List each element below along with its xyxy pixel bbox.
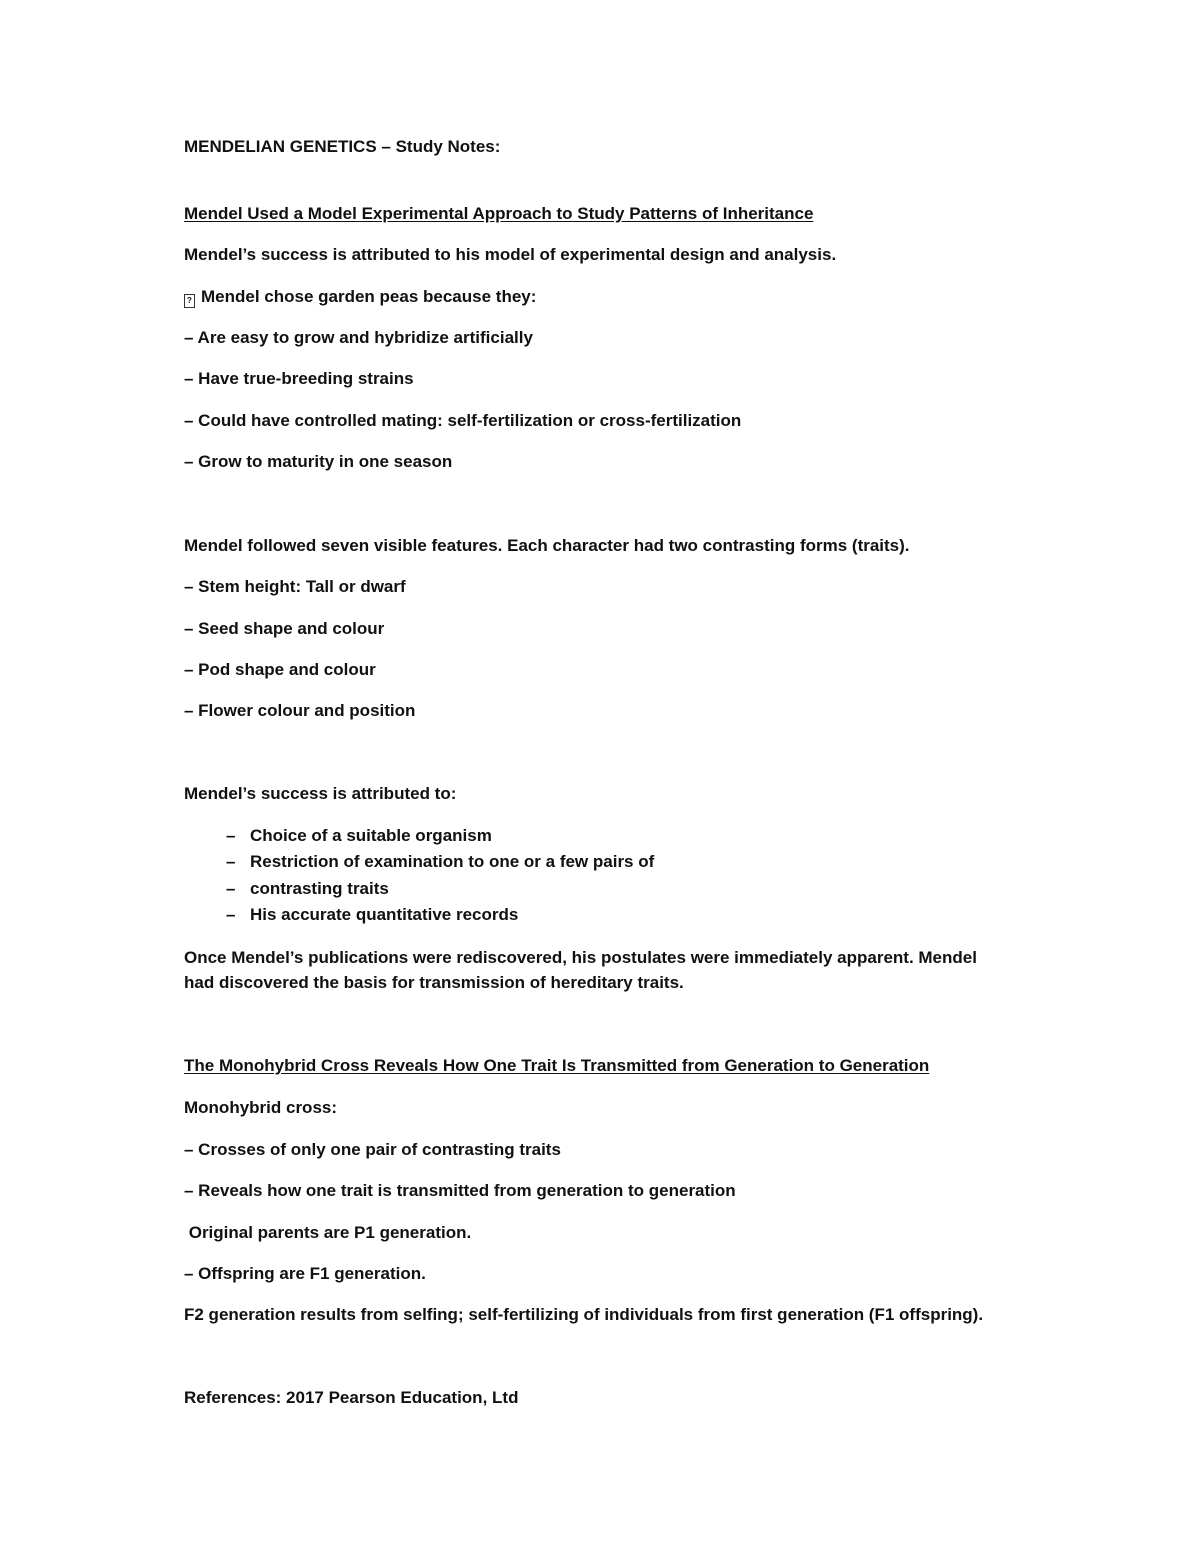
bullet-dash: – bbox=[226, 905, 236, 924]
list-item: – Have true-breeding strains bbox=[184, 369, 414, 388]
list-item: – Are easy to grow and hybridize artificially bbox=[184, 328, 533, 347]
list-item: F2 generation results from selfing; self-fertilizing of individuals from first generation (F1 offspring). bbox=[184, 1305, 984, 1324]
bullet-dash: – bbox=[226, 852, 236, 871]
list-item: – Stem height: Tall or dwarf bbox=[184, 577, 406, 596]
list-item: – Could have controlled mating: self-fertilization or cross-fertilization bbox=[184, 411, 742, 430]
paragraph-success-lead: Mendel’s success is attributed to: bbox=[184, 784, 457, 803]
peas-lead-text: Mendel chose garden peas because they: bbox=[201, 287, 537, 306]
bullet-dash: – bbox=[226, 826, 236, 845]
document-title: MENDELIAN GENETICS – Study Notes: bbox=[184, 137, 501, 156]
list-item: – Flower colour and position bbox=[184, 701, 416, 720]
section-heading-monohybrid-cross: The Monohybrid Cross Reveals How One Trait Is Transmitted from Generation to Generation bbox=[184, 1056, 930, 1075]
paragraph-closing-line-1: Once Mendel’s publications were rediscovered, his postulates were immediately apparent. Mendel bbox=[184, 948, 977, 967]
list-item: – Reveals how one trait is transmitted from generation to generation bbox=[184, 1181, 736, 1200]
list-item: Original parents are P1 generation. bbox=[184, 1223, 472, 1242]
list-item: Restriction of examination to one or a few pairs of bbox=[250, 852, 655, 871]
list-item: – Offspring are F1 generation. bbox=[184, 1264, 426, 1283]
list-item: – Grow to maturity in one season bbox=[184, 452, 453, 471]
list-item: Choice of a suitable organism bbox=[250, 826, 492, 845]
list-item: – Crosses of only one pair of contrasting traits bbox=[184, 1140, 561, 1159]
peas-lead-line bbox=[184, 286, 536, 308]
list-item: contrasting traits bbox=[250, 879, 389, 898]
paragraph-intro: Mendel’s success is attributed to his model of experimental design and analysis. bbox=[184, 245, 837, 264]
bullet-dash: – bbox=[226, 879, 236, 898]
paragraph-monohybrid-lead: Monohybrid cross: bbox=[184, 1098, 338, 1117]
list-item: His accurate quantitative records bbox=[250, 905, 519, 924]
missing-glyph-box-icon: ? bbox=[184, 294, 195, 308]
section-heading-experimental-approach: Mendel Used a Model Experimental Approach to Study Patterns of Inheritance bbox=[184, 204, 814, 223]
list-item: – Pod shape and colour bbox=[184, 660, 376, 679]
paragraph-features-lead: Mendel followed seven visible features. Each character had two contrasting forms (traits). bbox=[184, 536, 910, 555]
list-item: – Seed shape and colour bbox=[184, 619, 385, 638]
paragraph-closing-line-2: had discovered the basis for transmission of hereditary traits. bbox=[184, 973, 684, 992]
references: References: 2017 Pearson Education, Ltd bbox=[184, 1388, 519, 1407]
